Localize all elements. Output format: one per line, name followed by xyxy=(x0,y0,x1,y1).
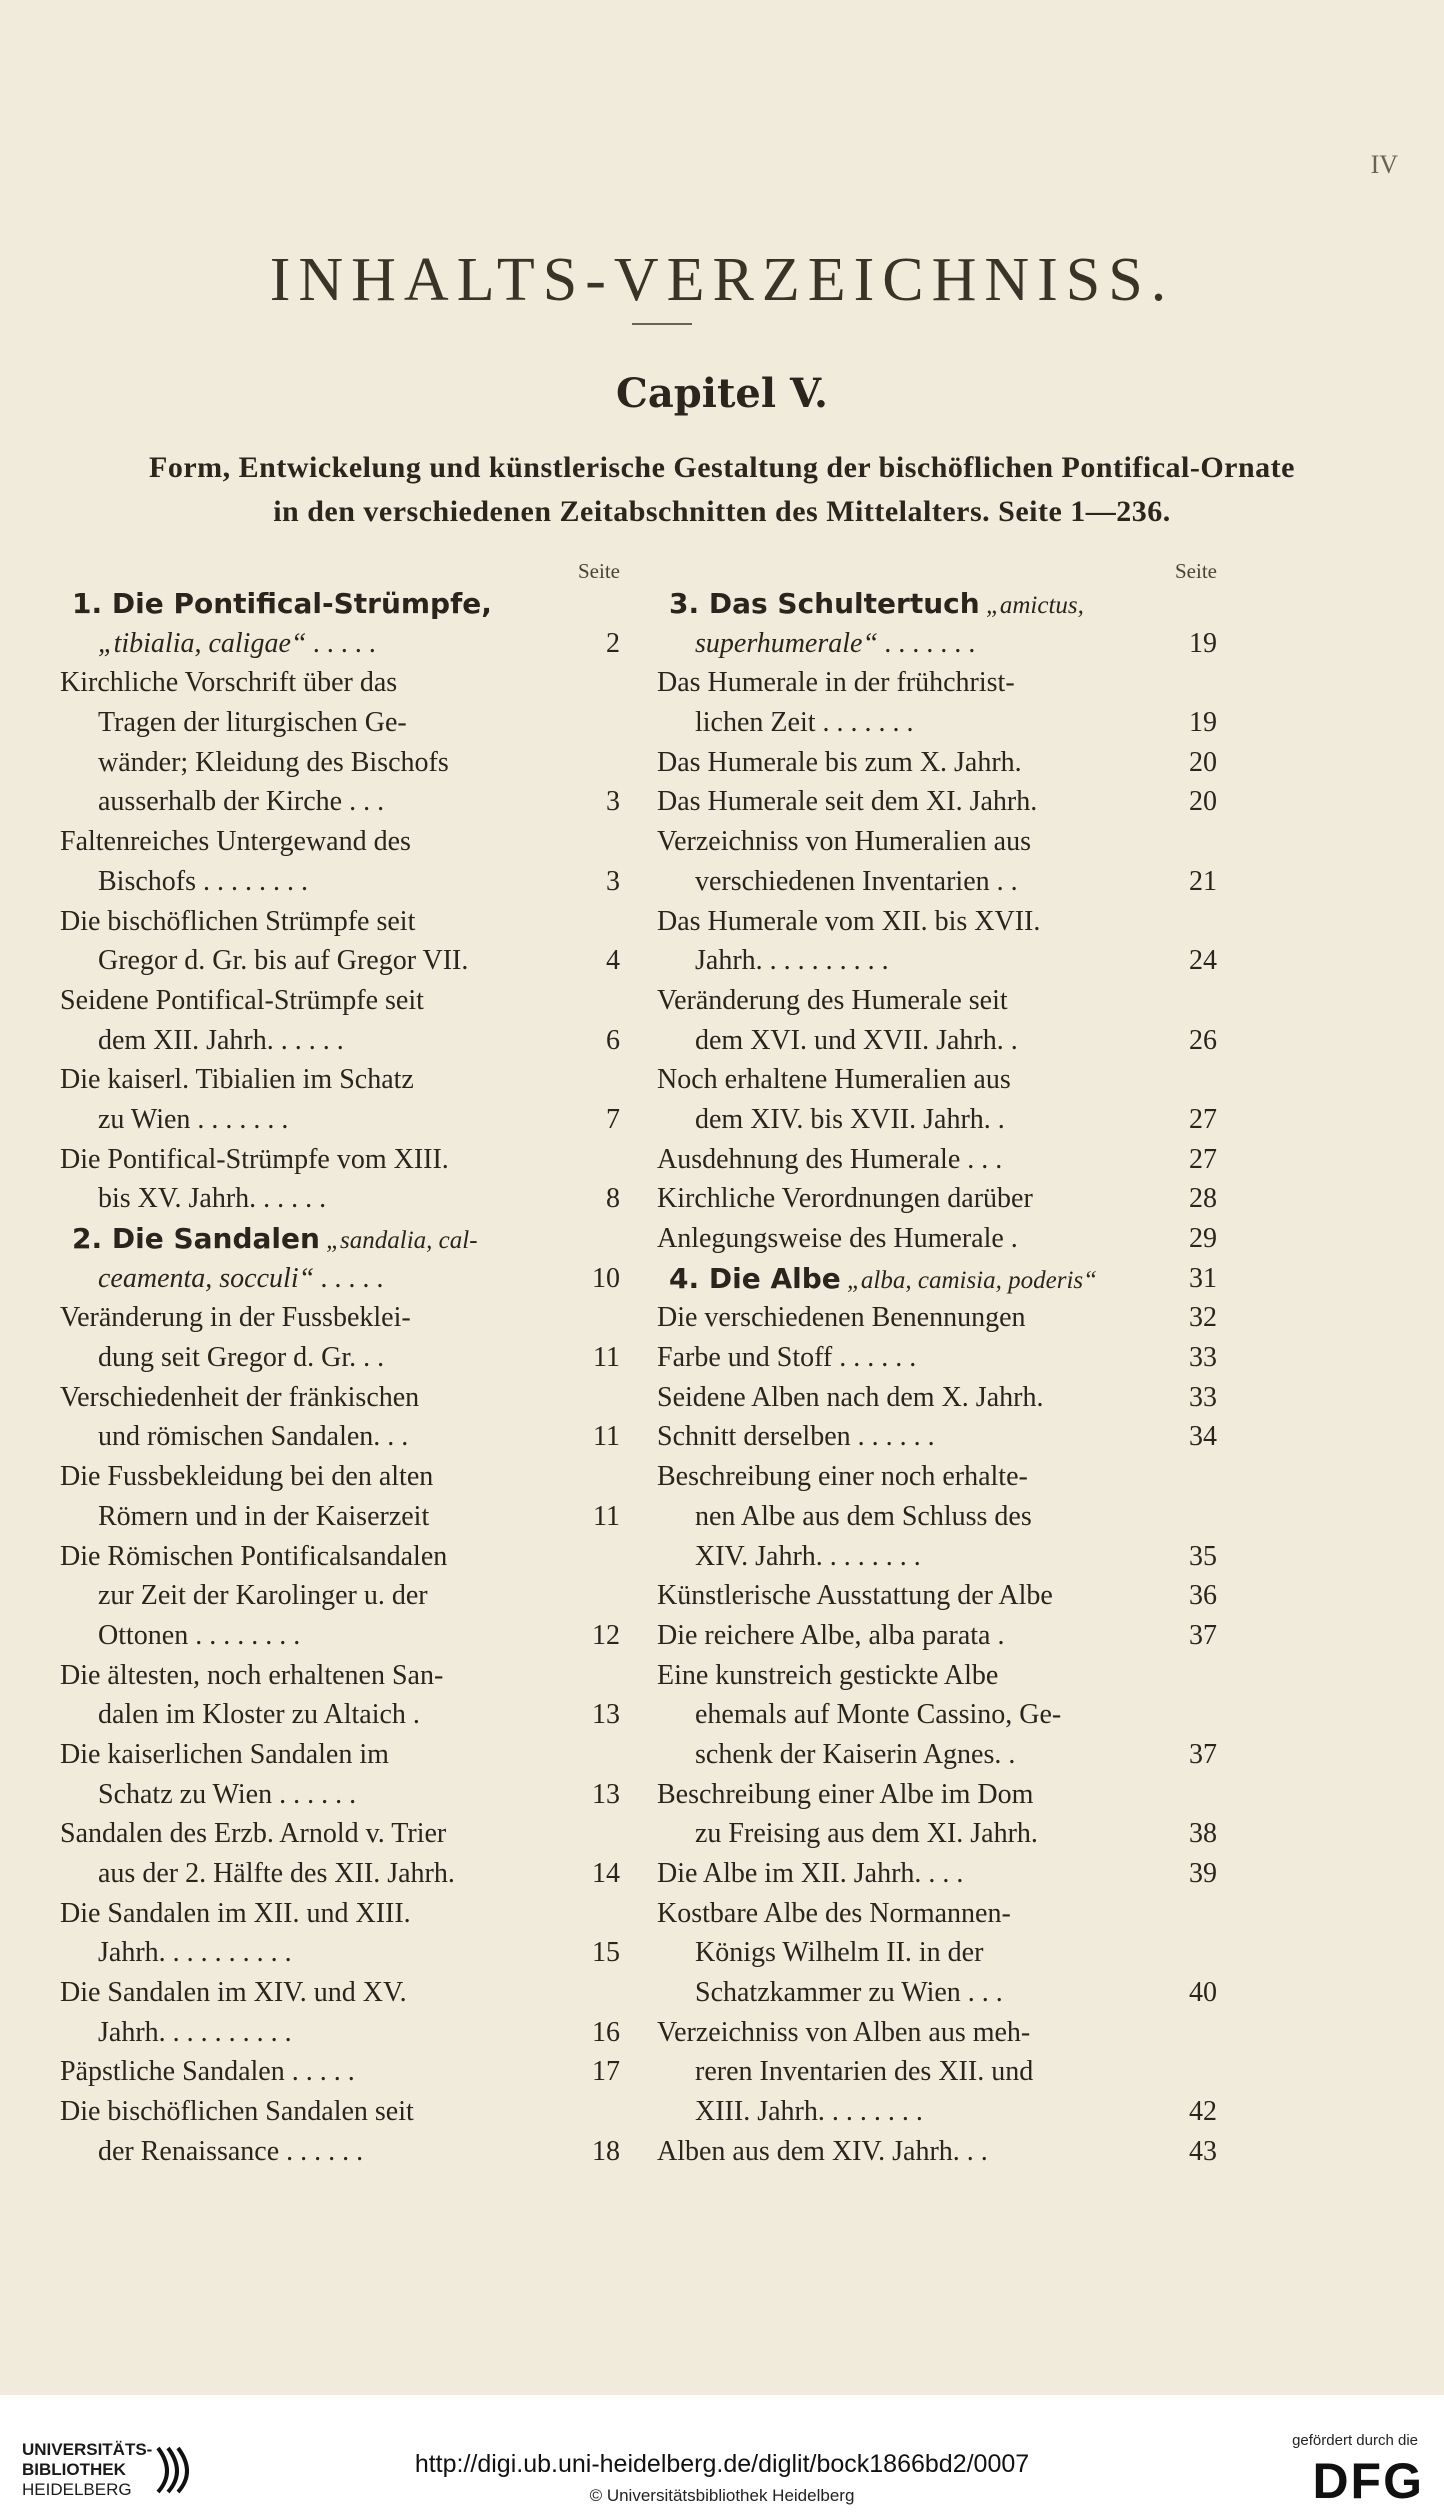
toc-entry-text: Jahrh. . . . . . . . . . xyxy=(695,945,889,977)
toc-page-number: 18 xyxy=(592,2135,620,2167)
toc-page-number: 7 xyxy=(606,1103,620,1135)
toc-entry-text: wänder; Kleidung des Bischofs xyxy=(98,746,449,778)
toc-entry-text: Verzeichniss von Alben aus meh- xyxy=(657,2016,1031,2048)
toc-entry xyxy=(657,624,1217,664)
toc-page-number: 13 xyxy=(592,1778,620,1810)
toc-entry xyxy=(60,1775,620,1815)
toc-page-number: 3 xyxy=(606,786,620,818)
toc-entry-text: Die Sandalen im XIV. und XV. xyxy=(60,1977,407,2009)
toc-entry-text: Anlegungsweise des Humerale . xyxy=(657,1223,1018,1254)
toc-page-number: 31 xyxy=(1189,1262,1217,1294)
toc-page-number: 21 xyxy=(1189,865,1217,897)
toc-entry xyxy=(60,981,620,1021)
toc-entry-text: ehemals auf Monte Cassino, Ge- xyxy=(695,1699,1062,1731)
toc-entry xyxy=(657,1695,1217,1735)
toc-entry xyxy=(657,782,1217,822)
toc-left-column xyxy=(60,558,620,2172)
toc-page-number: 39 xyxy=(1189,1858,1217,1889)
toc-entry xyxy=(657,862,1217,902)
toc-entry-text: XIII. Jahrh. . . . . . . . xyxy=(695,2096,923,2128)
toc-entry-text: Das Humerale in der frühchrist- xyxy=(657,667,1015,699)
toc-entry xyxy=(657,1179,1217,1219)
dfg-logo[interactable]: DFG xyxy=(1312,2453,1424,2509)
toc-entry xyxy=(657,1457,1217,1497)
toc-entry-text: dem XVI. und XVII. Jahrh. . xyxy=(695,1024,1018,1056)
toc-entry-text: dem XIV. bis XVII. Jahrh. . xyxy=(695,1103,1005,1135)
toc-entry xyxy=(657,1933,1217,1973)
toc-entry xyxy=(657,1656,1217,1696)
toc-page-number: 19 xyxy=(1189,707,1217,739)
toc-entry-text: Das Humerale vom XII. bis XVII. xyxy=(657,905,1041,937)
toc-entry-text: zur Zeit der Karolinger u. der xyxy=(98,1580,428,1612)
toc-entry xyxy=(657,1497,1217,1537)
toc-entry xyxy=(60,1814,620,1854)
toc-entry xyxy=(60,1576,620,1616)
toc-page-number: 4 xyxy=(606,945,620,977)
toc-entry xyxy=(657,2132,1217,2172)
toc-page-number: 16 xyxy=(592,2016,620,2048)
toc-entry xyxy=(657,1338,1217,1378)
toc-page-number: 37 xyxy=(1189,1738,1217,1770)
toc-entry xyxy=(60,1616,620,1656)
toc-entry-text: Verzeichniss von Humeralien aus xyxy=(657,826,1031,858)
toc-entry-text: Die Sandalen im XII. und XIII. xyxy=(60,1897,411,1929)
toc-page-number: 20 xyxy=(1189,786,1217,818)
toc-entry xyxy=(60,1735,620,1775)
chapter-subtitle xyxy=(60,446,1384,534)
toc-page-number: 11 xyxy=(593,1342,620,1374)
toc-entry xyxy=(657,2092,1217,2132)
toc-section-heading xyxy=(60,1219,620,1259)
toc-entry xyxy=(60,782,620,822)
toc-entry xyxy=(657,1854,1217,1894)
toc-entry xyxy=(60,1933,620,1973)
toc-page-number: 19 xyxy=(1189,627,1217,659)
page-number: IV xyxy=(1370,150,1398,179)
toc-entry-text: Farbe und Stoff . . . . . . xyxy=(657,1342,917,1374)
toc-entry xyxy=(657,2013,1217,2053)
toc-entry-text: Schatz zu Wien . . . . . . xyxy=(98,1778,357,1810)
toc-page-number: 38 xyxy=(1189,1818,1217,1850)
toc-entry xyxy=(657,1298,1217,1338)
toc-entry xyxy=(657,1894,1217,1934)
toc-entry xyxy=(60,1021,620,1061)
toc-entry-text: dem XII. Jahrh. . . . . . xyxy=(98,1024,344,1056)
toc-page-number: 42 xyxy=(1189,2096,1217,2128)
toc-section-heading xyxy=(657,584,1217,624)
digital-library-link[interactable]: http://digi.ub.uni-heidelberg.de/diglit/bock1866bd2/0007 xyxy=(414,2450,1030,2478)
toc-entry xyxy=(657,2052,1217,2092)
toc-page-number: 8 xyxy=(606,1183,620,1215)
toc-entry-text: Gregor d. Gr. bis auf Gregor VII. xyxy=(98,945,469,977)
toc-entry xyxy=(657,1021,1217,1061)
toc-entry xyxy=(657,1060,1217,1100)
toc-entry-text: Die kaiserl. Tibialien im Schatz xyxy=(60,1064,414,1096)
toc-page-number: 11 xyxy=(593,1500,620,1532)
toc-entry xyxy=(60,1338,620,1378)
toc-entry-text: 3. Das Schultertuch „amictus, xyxy=(669,587,1084,620)
toc-entry xyxy=(657,981,1217,1021)
toc-entry-text: Künstlerische Ausstattung der Albe xyxy=(657,1580,1053,1612)
page-title: INHALTS-VERZEICHNISS. xyxy=(269,246,1175,314)
toc-entry xyxy=(657,703,1217,743)
toc-entry xyxy=(60,663,620,703)
toc-entry-text: Sandalen des Erzb. Arnold v. Trier xyxy=(60,1818,447,1850)
toc-page-number: 11 xyxy=(593,1421,620,1453)
toc-entry-text: ausserhalb der Kirche . . . xyxy=(98,786,385,818)
toc-entry-text: Seidene Alben nach dem X. Jahrh. xyxy=(657,1381,1044,1413)
toc-page-number: 32 xyxy=(1189,1302,1217,1334)
toc-entry xyxy=(60,2052,620,2092)
toc-page-number: 37 xyxy=(1189,1619,1217,1651)
toc-entry-text: Seidene Pontifical-Strümpfe seit xyxy=(60,984,424,1016)
toc-page-number: 33 xyxy=(1189,1342,1217,1374)
library-name-line-1: UNIVERSITÄTS- xyxy=(22,2440,153,2459)
toc-entry-text: Alben aus dem XIV. Jahrh. . . xyxy=(657,2135,988,2167)
toc-entry-text: dalen im Kloster zu Altaich . xyxy=(98,1699,420,1731)
toc-entry-text: Ausdehnung des Humerale . . . xyxy=(657,1143,1003,1175)
toc-entry xyxy=(60,941,620,981)
toc-right-column xyxy=(657,558,1217,2172)
toc-page-number: 2 xyxy=(606,627,620,659)
toc-page-number: 15 xyxy=(592,1937,620,1969)
toc-entry xyxy=(657,1417,1217,1457)
toc-entry xyxy=(60,1259,620,1299)
toc-page-number: 14 xyxy=(592,1858,620,1889)
toc-entry-text: Veränderung des Humerale seit xyxy=(657,984,1008,1016)
toc-entry xyxy=(60,1695,620,1735)
toc-entry xyxy=(657,1735,1217,1775)
toc-page-number: 26 xyxy=(1189,1024,1217,1056)
toc-entry-text: Die verschiedenen Benennungen xyxy=(657,1302,1026,1334)
subtitle-line-2: in den verschiedenen Zeitabschnitten des Mittelalters. Seite 1—236. xyxy=(273,495,1171,528)
toc-entry xyxy=(60,2013,620,2053)
seite-label: Seite xyxy=(1175,559,1217,583)
toc-page-number: 27 xyxy=(1189,1143,1217,1175)
toc-entry-text: Die Römischen Pontificalsandalen xyxy=(60,1540,448,1572)
toc-entry-text: Römern und in der Kaiserzeit xyxy=(98,1500,430,1532)
toc-entry-text: reren Inventarien des XII. und xyxy=(695,2056,1034,2088)
toc-entry-text: Die bischöflichen Strümpfe seit xyxy=(60,905,416,937)
toc-section-heading xyxy=(657,1259,1217,1299)
toc-entry-text: Die bischöflichen Sandalen seit xyxy=(60,2096,414,2128)
toc-entry xyxy=(657,743,1217,783)
toc-entry xyxy=(60,1537,620,1577)
toc-entry xyxy=(657,1100,1217,1140)
toc-entry-text: Eine kunstreich gestickte Albe xyxy=(657,1659,999,1691)
toc-entry xyxy=(657,663,1217,703)
toc-entry xyxy=(657,1775,1217,1815)
toc-entry xyxy=(60,703,620,743)
toc-page-number: 12 xyxy=(592,1619,620,1651)
toc-entry-text: zu Wien . . . . . . . xyxy=(98,1103,289,1135)
toc-page-number: 40 xyxy=(1189,1977,1217,2009)
toc-entry xyxy=(60,1100,620,1140)
library-name-line-2: BIBLIOTHEK xyxy=(22,2460,126,2479)
toc-entry xyxy=(657,1576,1217,1616)
toc-entry-text: Kostbare Albe des Normannen- xyxy=(657,1897,1011,1929)
toc-entry-text: Schatzkammer zu Wien . . . xyxy=(695,1977,1003,2009)
toc-entry xyxy=(60,1497,620,1537)
toc-entry xyxy=(657,1378,1217,1418)
toc-entry xyxy=(60,1894,620,1934)
toc-entry-text: Das Humerale bis zum X. Jahrh. xyxy=(657,746,1022,778)
toc-entry xyxy=(60,1973,620,2013)
toc-entry-text: Verschiedenheit der fränkischen xyxy=(60,1381,420,1413)
toc-entry xyxy=(657,1814,1217,1854)
toc-entry-text: Die kaiserlichen Sandalen im xyxy=(60,1738,389,1770)
toc-entry-text: 1. Die Pontifical-Strümpfe, xyxy=(72,587,492,620)
toc-page-number: 17 xyxy=(592,2056,620,2088)
toc-entry xyxy=(657,822,1217,862)
toc-entry-text: Jahrh. . . . . . . . . . xyxy=(98,2016,292,2048)
toc-page-number: 33 xyxy=(1189,1381,1217,1413)
toc-entry-text: und römischen Sandalen. . . xyxy=(98,1421,409,1453)
toc-entry xyxy=(60,624,620,664)
toc-entry-text: Ottonen . . . . . . . . xyxy=(98,1619,301,1651)
toc-entry-text: Jahrh. . . . . . . . . . xyxy=(98,1937,292,1969)
toc-entry xyxy=(657,941,1217,981)
toc-entry-text: Die ältesten, noch erhaltenen San- xyxy=(60,1659,444,1691)
seite-label: Seite xyxy=(578,559,620,583)
toc-entry xyxy=(60,1417,620,1457)
toc-entry-text: Tragen der liturgischen Ge- xyxy=(98,707,407,739)
toc-page-number: 34 xyxy=(1189,1421,1217,1453)
toc-page-number: 3 xyxy=(606,865,620,897)
toc-entry-text: Veränderung in der Fussbeklei- xyxy=(60,1302,411,1334)
toc-page-number: 43 xyxy=(1189,2135,1217,2167)
toc-page-number: 20 xyxy=(1189,746,1217,778)
toc-entry-text: Die Pontifical-Strümpfe vom XIII. xyxy=(60,1143,449,1175)
toc-page-number: 6 xyxy=(606,1024,620,1056)
toc-entry-text: der Renaissance . . . . . . xyxy=(98,2135,364,2167)
toc-page-number: 10 xyxy=(592,1262,620,1294)
toc-entry xyxy=(60,1060,620,1100)
copyright-notice: © Universitätsbibliothek Heidelberg xyxy=(589,2486,855,2505)
toc-entry xyxy=(60,862,620,902)
title-rule xyxy=(632,323,692,325)
toc-entry-text: verschiedenen Inventarien . . xyxy=(695,865,1018,897)
toc-entry xyxy=(657,1219,1217,1259)
toc-entry xyxy=(657,902,1217,942)
toc-entry xyxy=(60,822,620,862)
toc-entry-text: Die Albe im XII. Jahrh. . . . xyxy=(657,1858,964,1889)
toc-entry-text: Die Fussbekleidung bei den alten xyxy=(60,1461,434,1493)
toc-entry-text: Das Humerale seit dem XI. Jahrh. xyxy=(657,786,1038,818)
chapter-heading: Capitel V. xyxy=(616,370,828,417)
toc-entry-text: Kirchliche Vorschrift über das xyxy=(60,667,398,699)
toc-entry-text: Kirchliche Verordnungen darüber xyxy=(657,1183,1033,1215)
toc-entry-text: XIV. Jahrh. . . . . . . . xyxy=(695,1540,921,1572)
toc-page-number: 28 xyxy=(1189,1183,1217,1215)
toc-entry xyxy=(60,1457,620,1497)
toc-entry-text: Beschreibung einer noch erhalte- xyxy=(657,1461,1028,1493)
toc-entry xyxy=(657,1537,1217,1577)
toc-entry-text: zu Freising aus dem XI. Jahrh. xyxy=(695,1818,1038,1850)
toc-page-number: 13 xyxy=(592,1699,620,1731)
toc-entry-text: Päpstliche Sandalen . . . . . xyxy=(60,2056,355,2088)
toc-entry xyxy=(60,1656,620,1696)
toc-entry-text: 2. Die Sandalen „sandalia, cal- xyxy=(72,1222,478,1255)
toc-entry-text: nen Albe aus dem Schluss des xyxy=(695,1500,1032,1532)
toc-entry-text: superhumerale“ . . . . . . . xyxy=(695,627,977,659)
toc-entry xyxy=(60,1179,620,1219)
toc-entry-text: lichen Zeit . . . . . . . xyxy=(695,707,914,739)
toc-entry-text: Beschreibung einer Albe im Dom xyxy=(657,1778,1034,1810)
toc-entry-text: Königs Wilhelm II. in der xyxy=(695,1937,984,1969)
toc-entry-text: Schnitt derselben . . . . . . xyxy=(657,1421,935,1453)
toc-entry xyxy=(60,743,620,783)
toc-section-heading xyxy=(60,584,620,624)
subtitle-line-1: Form, Entwickelung und künstlerische Gestaltung der bischöflichen Pontifical-Ornate xyxy=(149,451,1295,484)
toc-entry xyxy=(60,902,620,942)
toc-entry-text: aus der 2. Hälfte des XII. Jahrh. xyxy=(98,1858,455,1889)
toc-page-number: 27 xyxy=(1189,1103,1217,1135)
toc-entry-text: bis XV. Jahrh. . . . . . xyxy=(98,1183,327,1215)
toc-page-number: 29 xyxy=(1189,1223,1217,1254)
toc-page-number: 24 xyxy=(1189,945,1217,977)
toc-entry xyxy=(60,1854,620,1894)
toc-entry xyxy=(60,1378,620,1418)
toc-entry xyxy=(657,1973,1217,2013)
toc-entry-text: Faltenreiches Untergewand des xyxy=(60,826,411,858)
toc-entry xyxy=(60,2132,620,2172)
toc-entry-text: „tibialia, caligae“ . . . . . xyxy=(98,627,377,659)
toc-page-number: 35 xyxy=(1189,1540,1217,1572)
toc-entry-text: Die reichere Albe, alba parata . xyxy=(657,1619,1005,1651)
toc-entry xyxy=(657,1616,1217,1656)
toc-entry-text: Bischofs . . . . . . . . xyxy=(98,865,308,897)
funder-caption: gefördert durch die xyxy=(1292,2432,1418,2449)
toc-entry xyxy=(60,2092,620,2132)
toc-entry-text: schenk der Kaiserin Agnes. . xyxy=(695,1738,1016,1770)
toc-entry-text: ceamenta, socculi“ . . . . . xyxy=(98,1262,385,1294)
toc-entry xyxy=(60,1140,620,1180)
toc-entry xyxy=(60,1298,620,1338)
toc-entry-text: Noch erhaltene Humeralien aus xyxy=(657,1064,1011,1096)
toc-entry-text: 4. Die Albe „alba, camisia, poderis“ xyxy=(669,1261,1098,1295)
toc-entry-text: dung seit Gregor d. Gr. . . xyxy=(98,1342,385,1374)
toc-entry xyxy=(657,1140,1217,1180)
toc-page-number: 36 xyxy=(1189,1580,1217,1612)
library-name-line-3: HEIDELBERG xyxy=(22,2480,132,2499)
